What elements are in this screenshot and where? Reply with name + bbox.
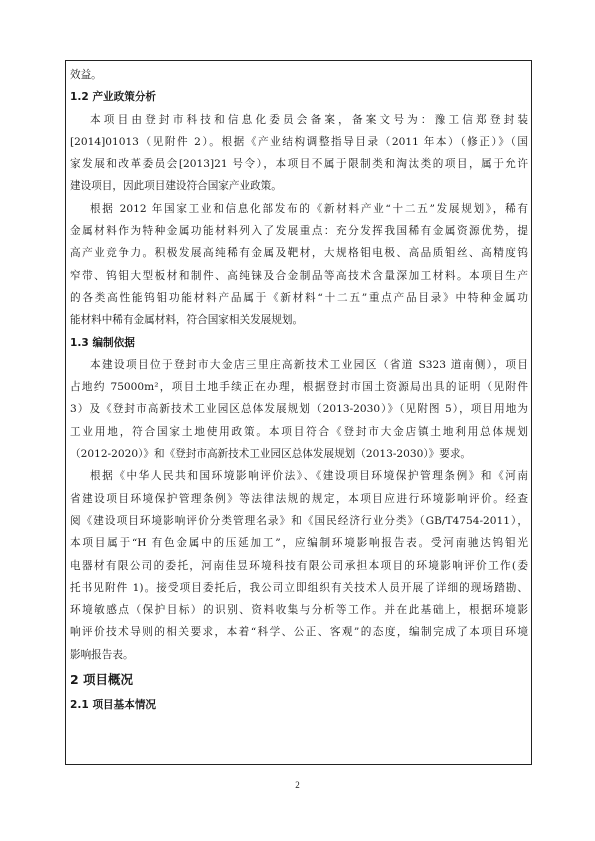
section-heading-1-3: 1.3 编制依据 [70,336,135,349]
text-line: 响评价技术导则的相关要求，本着“科学、公正、客观”的态度，编制完成了本项目环境 [70,626,528,639]
text-line: 占地约 75000m²，项目土地手续正在办理，根据登封市国土资源局出具的证明（见附件 [70,381,528,394]
text-line: 效益。 [70,69,102,81]
text-line: 根据《中华人民共和国环境影响评价法》、《建设项目环境保护管理条例》和《河南 [90,470,528,483]
text-line: 3）及《登封市高新技术工业园区总体发展规划（2013-2030）》（见附图 5），项目用地为 [70,403,528,416]
text-line: 金属材料作为特种金属功能材料列入了发展重点：充分发挥我国稀有金属资源优势，提 [70,225,528,238]
text-line: 工业用地，符合国家土地使用政策。本项目符合《登封市大金店镇土地利用总体规划 [70,425,528,438]
text-line: 本建设项目位于登封市大金店三里庄高新技术工业园区（省道 S323 道南侧），项目 [90,358,528,371]
document-body [70,64,528,716]
section-heading-2: 2 项目概况 [70,672,134,688]
text-line: 本项目由登封市科技和信息化委员会备案，备案文号为：豫工信郑登封装 [90,113,528,126]
text-line: 家发展和改革委员会[2013]21 号令），本项目不属于限制类和淘汰类的项目，属于允许 [70,158,528,171]
text-line: 窄带、钨钼大型板材和制件、高纯铼及合金制品等高技术含量深加工材料。本项目生产 [70,269,528,282]
text-line: 能材料中稀有金属材料，符合国家相关发展规划。 [70,314,304,327]
text-line: [2014]01013（见附件 2）。根据《产业结构调整指导目录（2011 年本）（修正）》（国 [70,135,528,148]
text-line: 影响报告表。 [70,648,134,661]
text-line: 建设项目，因此项目建设符合国家产业政策。 [70,180,282,193]
text-line: 的各类高性能钨钼功能材料产品属于《新材料“十二五”重点产品目录》中特种金属功 [70,291,528,304]
text-line: 电器材有限公司的委托，河南佳昱环境科技有限公司承担本项目的环境影响评价工作(委 [70,559,528,572]
text-line: 托书见附件 1)。接受项目委托后，我公司立即组织有关技术人员开展了详细的现场踏勘、 [70,581,528,594]
text-line: 根据 2012 年国家工业和信息化部发布的《新材料产业“十二五”发展规划》，稀有 [90,202,528,215]
text-line: 环境敏感点（保护目标）的识别、资料收集与分析等工作。并在此基础上，根据环境影 [70,604,528,617]
section-heading-1-2: 1.2 产业政策分析 [70,91,157,104]
text-line: （2012-2020）》和《登封市高新技术工业园区总体发展规划（2013-2030）》要求。 [70,448,472,461]
section-heading-2-1: 2.1 项目基本情况 [70,699,157,712]
text-line: 阅《建设项目环境影响评价分类管理名录》和《国民经济行业分类》（GB/T4754-2011）， [70,514,528,527]
text-line: 本项目属于“H 有色金属中的压延加工”，应编制环境影响报告表。受河南驰达钨钼光 [70,537,528,550]
text-line: 高产业竞争力。积极发展高纯稀有金属及靶材，大规格钼电极、高品质钼丝、高精度钨 [70,247,528,260]
text-line: 省建设项目环境保护管理条例》等法律法规的规定，本项目应进行环境影响评价。经查 [70,492,528,505]
page-number: 2 [295,780,300,790]
